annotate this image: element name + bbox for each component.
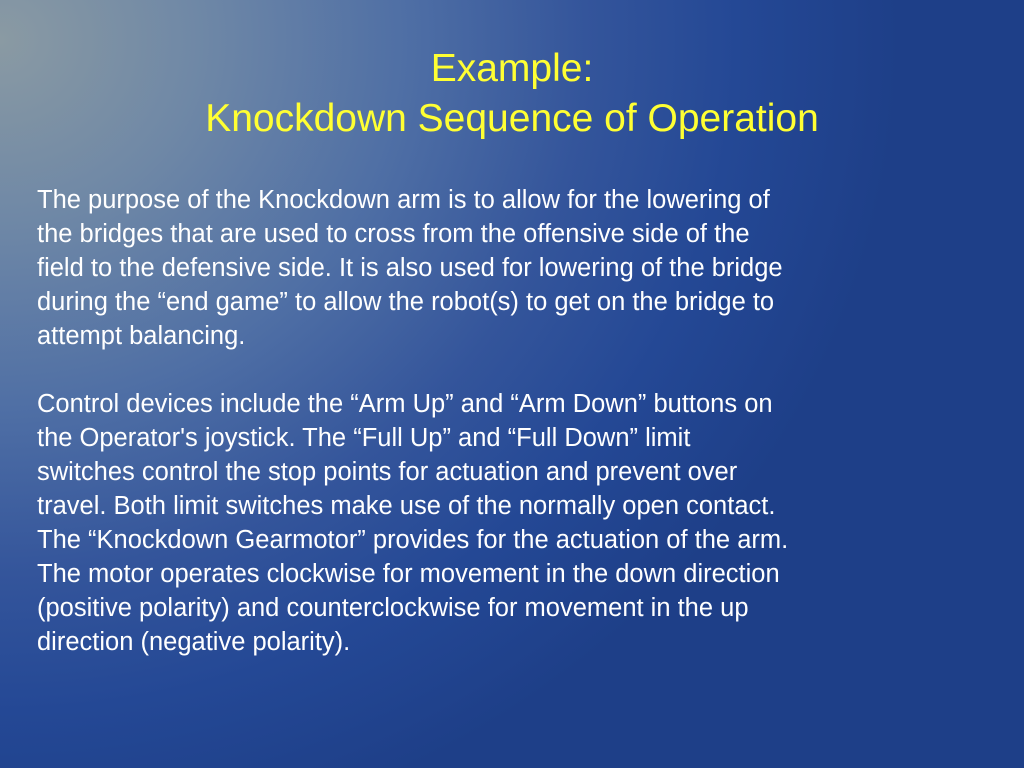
slide-body (37, 183, 987, 659)
paragraph-purpose: The purpose of the Knockdown arm is to allow for the lowering of the bridges that are used to cross from the offensive side of the field to the defensive side. It is also used for lowering of the bridge during the “end game” to allow the robot(s) to get on the bridge to attempt balancing. (37, 186, 783, 350)
slide-title-line-1: Example: (430, 47, 594, 91)
paragraph-control-devices: Control devices include the “Arm Up” and “Arm Down” buttons on the Operator's joystick. The “Full Up” and “Full Down” limit switches control the stop points for actuation and prevent over travel. Both limit switches make use of the normally open contact. The “Knockdown Gearmotor” provides for the actuation of the arm. The motor operates clockwise for movement in the down direction (positive polarity) and counterclockwise for movement in the up direction (negative polarity). (37, 390, 789, 656)
slide-title (0, 44, 1024, 144)
slide-title-line-2: Knockdown Sequence of Operation (205, 97, 819, 141)
